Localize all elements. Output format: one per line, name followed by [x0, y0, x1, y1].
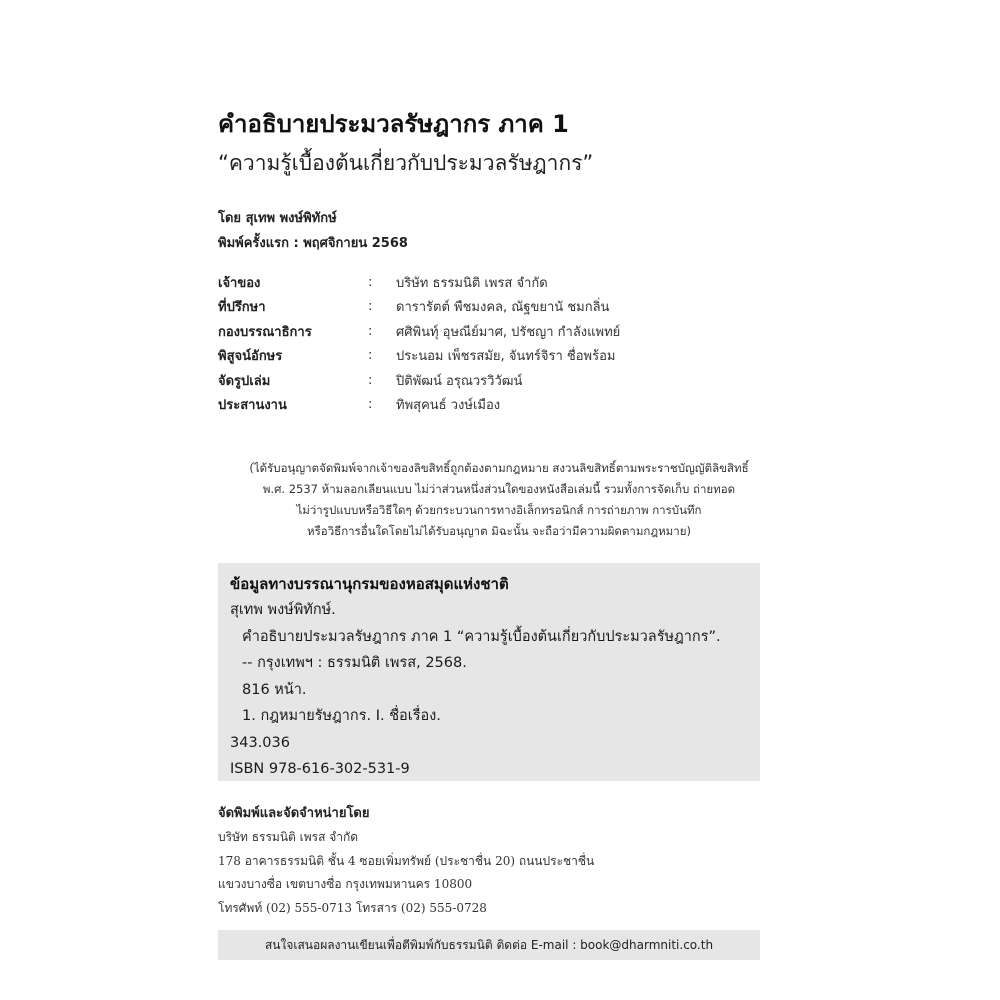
submission-footer: สนใจเสนอผลงานเขียนเพื่อตีพิมพ์กับธรรมนิติ ติดต่อ E-mail : book@dharmniti.co.th — [218, 930, 760, 960]
copyright-notice — [218, 458, 780, 542]
cip-pages: 816 หน้า. — [242, 681, 307, 698]
book-subtitle: “ความรู้เบื้องต้นเกี่ยวกับประมวลรัษฎากร” — [218, 151, 594, 175]
cip-isbn: ISBN 978-616-302-531-9 — [230, 761, 410, 777]
credit-colon: : — [368, 323, 373, 339]
credit-row-owner — [218, 270, 778, 295]
book-title: คำอธิบายประมวลรัษฎากร ภาค 1 — [218, 110, 569, 138]
publisher-address-line: 178 อาคารธรรมนิติ ชั้น 4 ซอยเพิ่มทรัพย์ (ประชาชื่น 20) ถนนประชาชื่น — [218, 853, 595, 868]
publisher-heading: จัดพิมพ์และจัดจำหน่ายโดย — [218, 806, 370, 821]
cip-imprint: -- กรุงเทพฯ : ธรรมนิติ เพรส, 2568. — [242, 655, 467, 671]
cip-author: สุเทพ พงษ์พิทักษ์. — [230, 602, 336, 618]
credit-value: บริษัท ธรรมนิติ เพรส จำกัด — [396, 275, 548, 291]
credit-label: พิสูจน์อักษร — [218, 349, 283, 365]
credit-colon: : — [368, 372, 373, 388]
credit-row-layout — [218, 368, 778, 393]
publisher-phone: โทรศัพท์ (02) 555-0713 โทรสาร (02) 555-0728 — [218, 900, 487, 915]
credit-value: ประนอม เพ็ชรสมัย, จันทร์จิรา ชื่อพร้อม — [396, 349, 616, 365]
credit-colon: : — [368, 299, 373, 315]
copyright-line: พ.ศ. 2537 ห้ามลอกเลียนแบบ ไม่ว่าส่วนหนึ่งส่วนใดของหนังสือเล่มนี้ รวมทั้งการจัดเก็บ ถ่ายทอด — [262, 482, 736, 496]
cip-heading: ข้อมูลทางบรรณานุกรมของหอสมุดแห่งชาติ — [230, 575, 509, 593]
cip-data-box — [218, 563, 760, 781]
credit-row-proofreading — [218, 344, 778, 369]
credit-row-advisor — [218, 295, 778, 320]
credit-value: ทิพสุคนธ์ วงษ์เมือง — [396, 398, 501, 414]
credit-row-editorial — [218, 319, 778, 344]
copyright-line: (ได้รับอนุญาตจัดพิมพ์จากเจ้าของลิขสิทธิ์ถูกต้องตามกฎหมาย สงวนลิขสิทธิ์ตามพระราชบัญญัติลิขสิทธิ์ — [249, 461, 749, 475]
publisher-address-line: แขวงบางซื่อ เขตบางซื่อ กรุงเทพมหานคร 10800 — [218, 877, 473, 891]
credit-row-coordination — [218, 393, 778, 418]
first-print-line: พิมพ์ครั้งแรก : พฤศจิกายน 2568 — [218, 236, 408, 251]
copyright-line: ไม่ว่ารูปแบบหรือวิธีใดๆ ด้วยกระบวนการทางอิเล็กทรอนิกส์ การถ่ายภาพ การบันทึก — [296, 503, 702, 517]
cip-title: คำอธิบายประมวลรัษฎากร ภาค 1 “ความรู้เบื้องต้นเกี่ยวกับประมวลรัษฎากร”. — [242, 628, 721, 645]
credit-colon: : — [368, 274, 373, 290]
credit-label: ประสานงาน — [218, 398, 287, 414]
author-line: โดย สุเทพ พงษ์พิทักษ์ — [218, 211, 337, 226]
credit-value: ปิติพัฒน์ อรุณวรวิวัฒน์ — [396, 373, 523, 389]
credit-colon: : — [368, 348, 373, 364]
credit-colon: : — [368, 397, 373, 413]
publisher-name: บริษัท ธรรมนิติ เพรส จำกัด — [218, 830, 359, 844]
credit-value: ศศิพินทุ์ อุษณีย์มาศ, ปรัชญา กำลังแพทย์ — [396, 324, 621, 340]
credit-label: จัดรูปเล่ม — [218, 373, 271, 389]
credits-list — [218, 270, 778, 417]
cip-classification: 343.036 — [230, 734, 290, 751]
copyright-line: หรือวิธีการอื่นใดโดยไม่ได้รับอนุญาต มิฉะนั้น จะถือว่ามีความผิดตามกฎหมาย) — [307, 524, 691, 538]
credit-value: ดารารัตต์ พืชมงคล, ณัฐขยานั ชมกลิ่น — [396, 300, 610, 316]
credit-label: กองบรรณาธิการ — [218, 324, 312, 340]
credit-label: เจ้าของ — [218, 275, 261, 291]
publisher-block — [218, 802, 778, 920]
cip-subjects: 1. กฎหมายรัษฎากร. I. ชื่อเรื่อง. — [242, 708, 441, 724]
credit-label: ที่ปรึกษา — [218, 300, 266, 316]
